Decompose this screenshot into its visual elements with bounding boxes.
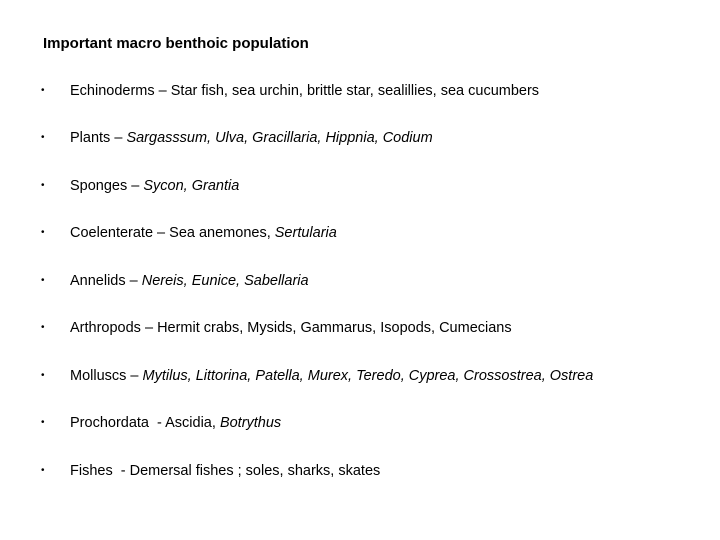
separator: – (127, 178, 144, 194)
bullet-icon: • (41, 275, 45, 286)
list-item (0, 175, 720, 197)
list-item-text (70, 460, 380, 482)
bullet-icon: • (41, 227, 45, 238)
group-name: Coelenterate (70, 225, 154, 241)
members: Demersal fishes ; soles, sharks, skates (129, 463, 381, 479)
group-name: Molluscs (70, 368, 127, 384)
members: Sargasssum, Ulva, Gracillaria, Hippnia, Codium (126, 130, 433, 146)
page-title: Important macro benthoic population (43, 35, 309, 52)
members-plain: Sea anemones, (169, 225, 275, 241)
separator: - (112, 463, 130, 479)
group-name: Plants (70, 130, 111, 146)
list-item (0, 270, 720, 292)
separator: – (126, 368, 143, 384)
list-item-text (70, 365, 593, 387)
group-name: Annelids (70, 273, 126, 289)
list-item (0, 80, 720, 102)
group-name: Sponges (70, 178, 128, 194)
members-plain: Ascidia, (165, 415, 220, 431)
list-item-text (70, 412, 281, 434)
bullet-icon: • (41, 417, 45, 428)
bullet-icon: • (41, 465, 45, 476)
separator: – (153, 225, 170, 241)
group-name: Echinoderms (70, 83, 155, 99)
bullet-icon: • (41, 132, 45, 143)
list-item-text (70, 80, 539, 102)
bullet-icon: • (41, 85, 45, 96)
separator: – (154, 83, 171, 99)
group-name: Prochordata (70, 415, 149, 431)
members: Mytilus, Littorina, Patella, Murex, Teredo, Cyprea, Crossostrea, Ostrea (142, 368, 594, 384)
list-item-text (70, 222, 337, 244)
separator: – (110, 130, 127, 146)
bullet-icon: • (41, 180, 45, 191)
group-name: Arthropods (70, 320, 141, 336)
members: Sycon, Grantia (143, 178, 240, 194)
list-item (0, 127, 720, 149)
list-item (0, 412, 720, 434)
list-item-text (70, 175, 239, 197)
list-item (0, 460, 720, 482)
members: Botrythus (219, 415, 282, 431)
list-item (0, 222, 720, 244)
list-item-text (70, 270, 309, 292)
list-item (0, 365, 720, 387)
separator: – (140, 320, 158, 336)
members: Sertularia (274, 225, 337, 241)
list-item (0, 317, 720, 339)
members: Hermit crabs, Mysids, Gammarus, Isopods, Cumecians (157, 320, 512, 336)
bullet-icon: • (41, 322, 45, 333)
list-item-text (70, 317, 512, 339)
members: Star fish, sea urchin, brittle star, sealillies, sea cucumbers (170, 83, 540, 99)
separator: – (125, 273, 142, 289)
members: Nereis, Eunice, Sabellaria (141, 273, 309, 289)
bullet-icon: • (41, 370, 45, 381)
separator: - (149, 415, 166, 431)
group-name: Fishes (70, 463, 113, 479)
list-item-text (70, 127, 433, 149)
